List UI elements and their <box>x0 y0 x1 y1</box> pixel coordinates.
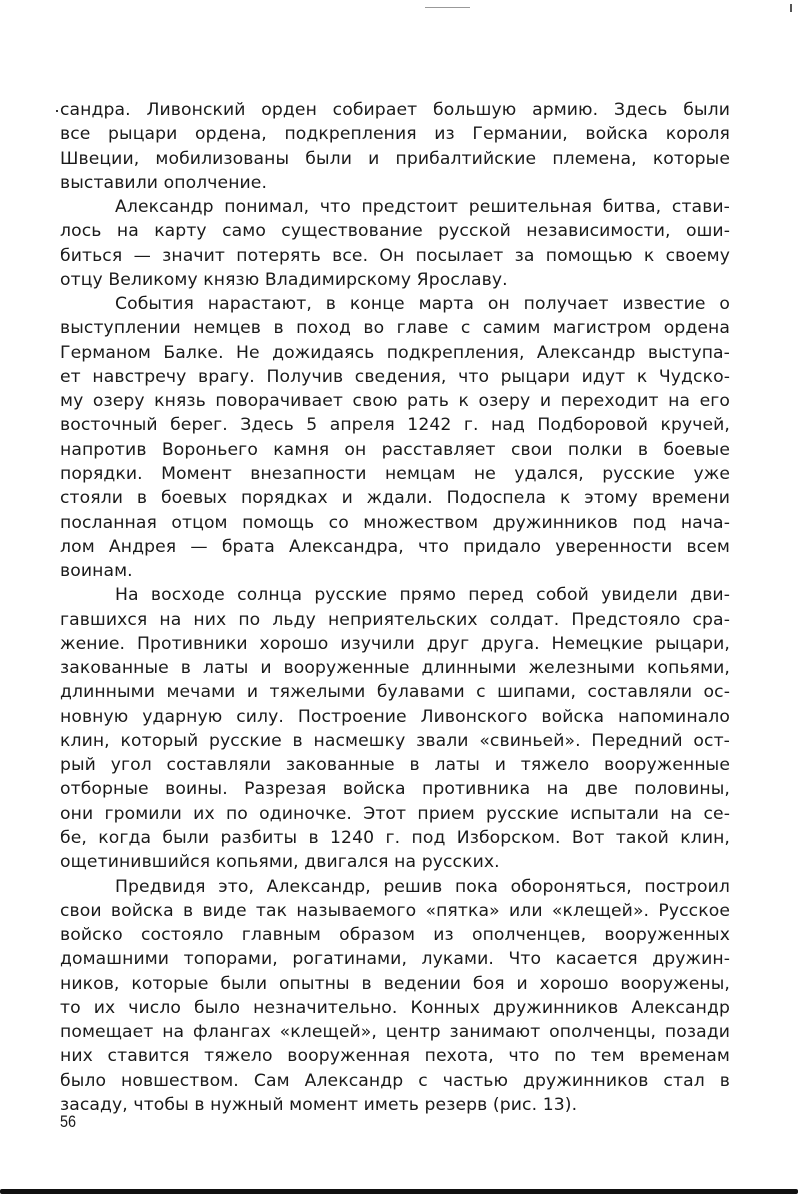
text-line: войско состояло главным образом из ополченцев, вооруженных <box>60 925 730 946</box>
text-line: напротив Вороньего камня он расставляет свои полки в боевые <box>60 439 730 460</box>
paragraph <box>60 292 730 583</box>
text-line: то их число было незначительно. Конных дружинников Александр <box>60 997 730 1018</box>
text-line: клин, который русские в насмешку звали «свиньей». Передний ост- <box>60 730 730 751</box>
text-line: отцу Великому князю Владимирскому Ярославу. <box>60 269 508 290</box>
text-line: было новшеством. Сам Александр с частью дружинников стал в <box>60 1070 730 1091</box>
text-line: они громили их по одиночке. Этот прием русские испытали на се- <box>60 803 730 824</box>
page-bottom-edge <box>0 1189 798 1194</box>
text-line: ников, которые были опытны в ведении боя и хорошо вооружены, <box>60 973 730 994</box>
text-line: События нарастают, в конце марта он получает известие о <box>115 294 730 315</box>
paragraph <box>60 195 730 292</box>
text-line: ет навстречу врагу. Получив сведения, что рыцари идут к Чудско- <box>60 366 730 387</box>
text-line: отборные воины. Разрезая войска противника на две половины, <box>60 779 730 800</box>
text-line: ощетинившийся копьями, двигался на русских. <box>60 852 500 873</box>
body-text <box>60 98 730 1117</box>
page-number: 56 <box>60 1112 77 1131</box>
text-line: восточный берег. Здесь 5 апреля 1242 г. над Подборовой кручей, <box>60 415 730 436</box>
text-line: Швеции, мобилизованы были и прибалтийские племена, которые <box>60 148 730 169</box>
text-line: рый угол составляли закованные в латы и тяжело вооруженные <box>60 755 730 776</box>
text-line: них ставится тяжело вооруженная пехота, что по тем временам <box>60 1046 730 1067</box>
text-line: новную ударную силу. Построение Ливонского войска напоминало <box>60 706 730 727</box>
text-line: порядки. Момент внезапности немцам не удался, русские уже <box>60 463 730 484</box>
text-line: выступлении немцев в поход во главе с самим магистром ордена <box>60 318 730 339</box>
text-line: лом Андрея — брата Александра, что придало уверенности всем <box>60 536 730 557</box>
text-line: помещает на флангах «клещей», центр занимают ополченцы, позади <box>60 1022 730 1043</box>
text-line: домашними топорами, рогатинами, луками. Что касается дружин- <box>60 949 730 970</box>
text-line: жение. Противники хорошо изучили друг друга. Немецкие рыцари, <box>60 633 730 654</box>
text-line: воинам. <box>60 561 133 582</box>
text-line: закованные в латы и вооруженные длинными железными копьями, <box>60 658 730 679</box>
text-line: На восходе солнца русские прямо перед собой увидели дви- <box>115 585 730 606</box>
text-line: лось на карту само существование русской независимости, оши- <box>60 221 730 242</box>
scan-speck <box>56 110 58 112</box>
text-line: му озеру князь поворачивает свою рать к озеру и переходит на его <box>60 391 730 412</box>
paragraph <box>60 875 730 1118</box>
text-line: биться — значит потерять все. Он посылает за помощью к своему <box>60 245 730 266</box>
paragraph <box>60 583 730 874</box>
text-line: засаду, чтобы в нужный момент иметь резерв (рис. 13). <box>60 1094 578 1115</box>
paragraph <box>60 98 730 195</box>
text-line: Александр понимал, что предстоит решительная битва, стави- <box>115 197 730 218</box>
corner-scan-mark <box>790 4 792 12</box>
text-line: гавшихся на них по льду неприятельских солдат. Предстояло сра- <box>60 609 730 630</box>
text-line: бе, когда были разбиты в 1240 г. под Изборском. Вот такой клин, <box>60 827 730 848</box>
text-line: длинными мечами и тяжелыми булавами с шипами, составляли ос- <box>60 682 730 703</box>
text-line: Германом Балке. Не дожидаясь подкрепления, Александр выступа- <box>60 342 730 363</box>
text-line: все рыцари ордена, подкрепления из Германии, войска короля <box>60 124 730 145</box>
text-line: стояли в боевых порядках и ждали. Подоспела к этому времени <box>60 488 730 509</box>
text-line: Предвидя это, Александр, решив пока обороняться, построил <box>115 876 730 897</box>
text-line: выставили ополчение. <box>60 172 268 193</box>
text-line: свои войска в виде так называемого «пятка» или «клещей». Русское <box>60 900 730 921</box>
text-line: посланная отцом помощь со множеством дружинников под нача- <box>60 512 730 533</box>
top-scan-mark <box>425 7 470 8</box>
text-line: сандра. Ливонский орден собирает большую армию. Здесь были <box>60 100 730 120</box>
